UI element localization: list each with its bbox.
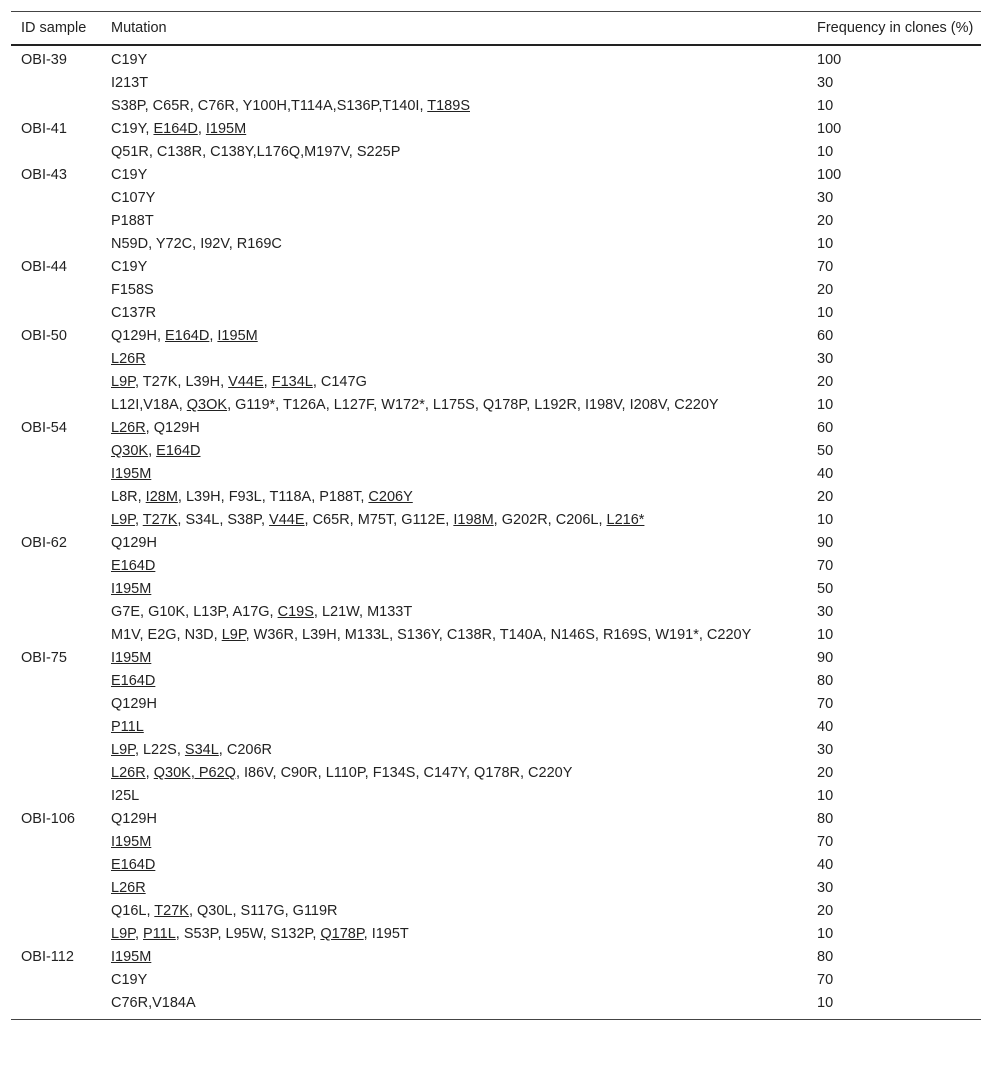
sample-id-cell <box>11 922 101 945</box>
sample-id-cell <box>11 462 101 485</box>
mutation-cell <box>101 600 807 623</box>
mutation-text: , <box>209 328 218 344</box>
frequency-cell: 90 <box>817 650 834 666</box>
sample-id-cell: OBI-50 <box>21 328 67 344</box>
underlined-mutation: E164D <box>111 857 156 873</box>
frequency-cell: 70 <box>817 259 834 275</box>
mutation-text: I25L <box>111 788 140 804</box>
underlined-mutation: L26R <box>111 351 146 367</box>
underlined-mutation: I195M <box>111 834 152 850</box>
underlined-mutation: I195M <box>111 650 152 666</box>
sample-id-cell: OBI-112 <box>21 949 74 965</box>
frequency-cell: 20 <box>817 903 834 919</box>
sample-id-cell: OBI-62 <box>21 535 67 551</box>
mutation-cell <box>101 278 807 301</box>
mutation-text: S38P, C65R, C76R, Y100H,T114A,S136P,T140I, <box>111 98 428 114</box>
sample-id-cell <box>11 853 101 876</box>
table-row <box>11 370 981 393</box>
table-row <box>11 140 981 163</box>
mutation-cell <box>101 922 807 945</box>
frequency-cell: 40 <box>817 719 834 735</box>
mutation-cell <box>101 807 807 830</box>
table-row <box>11 784 981 807</box>
table-row <box>11 508 981 531</box>
sample-id-cell <box>11 600 101 623</box>
frequency-cell: 60 <box>817 328 834 344</box>
frequency-cell: 20 <box>817 489 834 505</box>
frequency-cell: 70 <box>817 696 834 712</box>
frequency-cell: 80 <box>817 949 834 965</box>
underlined-mutation: Q3OK <box>186 397 228 413</box>
mutation-cell <box>101 439 807 462</box>
frequency-cell: 60 <box>817 420 834 436</box>
mutation-cell <box>101 646 807 669</box>
sample-id-cell <box>11 393 101 416</box>
mutation-text: N59D, Y72C, I92V, R169C <box>111 236 282 252</box>
underlined-mutation: T27K <box>142 512 178 528</box>
sample-id-cell <box>11 186 101 209</box>
underlined-mutation: I195M <box>111 466 152 482</box>
underlined-mutation: C19S <box>277 604 314 620</box>
mutation-cell <box>101 462 807 485</box>
table-row <box>11 922 981 945</box>
underlined-mutation: I195M <box>205 121 247 137</box>
mutation-text: , C147G <box>312 374 367 390</box>
mutation-text: C19Y <box>111 972 148 988</box>
underlined-mutation: I195M <box>217 328 258 344</box>
frequency-cell: 10 <box>817 627 834 643</box>
mutation-text: , L22S, <box>134 742 185 758</box>
frequency-cell: 40 <box>817 466 834 482</box>
sample-id-cell <box>11 738 101 761</box>
mutation-cell <box>101 853 807 876</box>
mutation-text: , <box>145 765 154 781</box>
sample-id-cell <box>11 508 101 531</box>
underlined-mutation: L9P <box>111 374 135 390</box>
table-row <box>11 600 981 623</box>
mutation-cell <box>101 531 807 554</box>
underlined-mutation: P11L <box>143 926 176 942</box>
mutation-cell <box>101 761 807 784</box>
mutation-cell <box>101 209 807 232</box>
frequency-cell: 40 <box>817 857 834 873</box>
mutation-text: C76R,V184A <box>111 995 196 1011</box>
sample-id-cell <box>11 140 101 163</box>
header-id-sample: ID sample <box>11 12 101 46</box>
underlined-mutation: L216* <box>606 512 645 528</box>
mutation-text: Q129H, <box>111 328 165 344</box>
mutation-text: , C65R, M75T, G112E, <box>304 512 454 528</box>
underlined-mutation: Q30K, P62Q <box>153 765 236 781</box>
mutation-cell <box>101 945 807 968</box>
underlined-mutation: L9P <box>221 627 246 643</box>
frequency-cell: 10 <box>817 926 834 942</box>
mutation-text: Q51R, C138R, C138Y,L176Q,M197V, S225P <box>111 144 401 160</box>
table-row <box>11 209 981 232</box>
mutation-text: , <box>134 926 143 942</box>
mutation-text: , S34L, S38P, <box>177 512 270 528</box>
frequency-cell: 10 <box>817 995 834 1011</box>
table-row <box>11 830 981 853</box>
mutation-cell <box>101 71 807 94</box>
underlined-mutation: F134L <box>271 374 313 390</box>
frequency-cell: 50 <box>817 443 834 459</box>
frequency-cell: 100 <box>817 52 842 68</box>
frequency-cell: 80 <box>817 811 834 827</box>
sample-id-cell: OBI-44 <box>21 259 67 275</box>
table-row <box>11 623 981 646</box>
mutation-cell <box>101 623 807 646</box>
mutation-cell <box>101 186 807 209</box>
table-row <box>11 462 981 485</box>
mutation-table <box>11 11 981 1020</box>
frequency-cell: 70 <box>817 972 834 988</box>
table-row <box>11 393 981 416</box>
underlined-mutation: I195M <box>111 581 152 597</box>
table-header-row <box>11 12 981 46</box>
mutation-text: I213T <box>111 75 149 91</box>
underlined-mutation: E164D <box>153 121 198 137</box>
mutation-text: , C206R <box>218 742 272 758</box>
mutation-cell <box>101 876 807 899</box>
underlined-mutation: I28M <box>145 489 178 505</box>
mutation-text: , <box>263 374 272 390</box>
sample-id-cell <box>11 209 101 232</box>
sample-id-cell <box>11 485 101 508</box>
mutation-cell <box>101 991 807 1020</box>
frequency-cell: 10 <box>817 144 834 160</box>
underlined-mutation: Q178P <box>320 926 364 942</box>
mutation-cell <box>101 140 807 163</box>
mutation-text: M1V, E2G, N3D, <box>111 627 222 643</box>
mutation-text: P188T <box>111 213 154 229</box>
underlined-mutation: C206Y <box>368 489 413 505</box>
frequency-cell: 10 <box>817 512 834 528</box>
mutation-text: C137R <box>111 305 157 321</box>
frequency-cell: 20 <box>817 374 834 390</box>
sample-id-cell <box>11 554 101 577</box>
frequency-cell: 20 <box>817 765 834 781</box>
sample-id-cell <box>11 991 101 1020</box>
mutation-text: , I86V, C90R, L110P, F134S, C147Y, Q178R, C220Y <box>235 765 573 781</box>
underlined-mutation: L9P <box>111 926 135 942</box>
mutation-text: C19Y <box>111 167 148 183</box>
underlined-mutation: S34L <box>184 742 219 758</box>
underlined-mutation: T189S <box>427 98 470 114</box>
underlined-mutation: L26R <box>111 765 146 781</box>
underlined-mutation: V44E <box>228 374 264 390</box>
frequency-cell: 50 <box>817 581 834 597</box>
frequency-cell: 100 <box>817 167 842 183</box>
mutation-cell <box>101 485 807 508</box>
table-row <box>11 577 981 600</box>
frequency-cell: 10 <box>817 305 834 321</box>
table-row <box>11 761 981 784</box>
sample-id-cell <box>11 784 101 807</box>
mutation-cell <box>101 899 807 922</box>
table-row <box>11 738 981 761</box>
mutation-cell <box>101 45 807 71</box>
frequency-cell: 10 <box>817 397 834 413</box>
table-row <box>11 117 981 140</box>
table-row <box>11 876 981 899</box>
table-row <box>11 347 981 370</box>
mutation-cell <box>101 784 807 807</box>
table-row <box>11 807 981 830</box>
mutation-cell <box>101 554 807 577</box>
mutation-text: , W36R, L39H, M133L, S136Y, C138R, T140A, N146S, R169S, W191*, C220Y <box>245 627 752 643</box>
table-row <box>11 71 981 94</box>
mutation-text: C19Y <box>111 259 148 275</box>
table-row <box>11 485 981 508</box>
sample-id-cell: OBI-54 <box>21 420 67 436</box>
frequency-cell: 30 <box>817 75 834 91</box>
sample-id-cell <box>11 232 101 255</box>
mutation-cell <box>101 94 807 117</box>
sample-id-cell <box>11 968 101 991</box>
mutation-cell <box>101 117 807 140</box>
table-row <box>11 899 981 922</box>
mutation-text: , <box>197 121 206 137</box>
mutation-text: , T27K, L39H, <box>134 374 229 390</box>
table-row <box>11 669 981 692</box>
mutation-text: , L21W, M133T <box>313 604 413 620</box>
mutation-cell <box>101 968 807 991</box>
mutation-cell <box>101 692 807 715</box>
frequency-cell: 30 <box>817 351 834 367</box>
mutation-cell <box>101 301 807 324</box>
table-row <box>11 416 981 439</box>
mutation-cell <box>101 577 807 600</box>
underlined-mutation: L26R <box>111 420 146 436</box>
table-row <box>11 531 981 554</box>
sample-id-cell <box>11 301 101 324</box>
table-row <box>11 968 981 991</box>
underlined-mutation: L9P <box>111 742 135 758</box>
sample-id-cell <box>11 715 101 738</box>
frequency-cell: 100 <box>817 121 842 137</box>
frequency-cell: 30 <box>817 190 834 206</box>
mutation-text: L12I,V18A, <box>111 397 187 413</box>
frequency-cell: 10 <box>817 236 834 252</box>
sample-id-cell <box>11 71 101 94</box>
frequency-cell: 30 <box>817 880 834 896</box>
frequency-cell: 10 <box>817 98 834 114</box>
sample-id-cell <box>11 370 101 393</box>
table-row <box>11 94 981 117</box>
sample-id-cell <box>11 761 101 784</box>
table-row <box>11 186 981 209</box>
mutation-text: C19Y <box>111 52 148 68</box>
underlined-mutation: E164D <box>165 328 210 344</box>
frequency-cell: 30 <box>817 604 834 620</box>
mutation-cell <box>101 669 807 692</box>
mutation-text: Q129H <box>111 811 157 827</box>
mutation-text: Q16L, <box>111 903 155 919</box>
mutation-text: , <box>148 443 157 459</box>
sample-id-cell <box>11 830 101 853</box>
underlined-mutation: I198M <box>453 512 494 528</box>
mutation-cell <box>101 830 807 853</box>
mutation-cell <box>101 324 807 347</box>
mutation-text: , G202R, C206L, <box>493 512 607 528</box>
mutation-cell <box>101 347 807 370</box>
mutation-cell <box>101 370 807 393</box>
frequency-cell: 10 <box>817 788 834 804</box>
sample-id-cell <box>11 439 101 462</box>
table-row <box>11 554 981 577</box>
table-row <box>11 692 981 715</box>
table-row <box>11 255 981 278</box>
mutation-cell <box>101 393 807 416</box>
mutation-text: , S53P, L95W, S132P, <box>175 926 321 942</box>
sample-id-cell <box>11 94 101 117</box>
table-row <box>11 991 981 1020</box>
underlined-mutation: E164D <box>111 558 156 574</box>
table-row <box>11 45 981 71</box>
mutation-text: G7E, G10K, L13P, A17G, <box>111 604 278 620</box>
mutation-text: , Q129H <box>145 420 200 436</box>
sample-id-cell <box>11 899 101 922</box>
mutation-text: Q129H <box>111 696 157 712</box>
frequency-cell: 30 <box>817 742 834 758</box>
underlined-mutation: V44E <box>269 512 305 528</box>
sample-id-cell <box>11 347 101 370</box>
frequency-cell: 90 <box>817 535 834 551</box>
table-body <box>11 45 981 1020</box>
table-row <box>11 646 981 669</box>
mutation-text: , G119*, T126A, L127F, W172*, L175S, Q178P, L192R, I198V, I208V, C220Y <box>227 397 719 413</box>
mutation-text: L8R, <box>111 489 146 505</box>
header-mutation: Mutation <box>101 12 807 46</box>
underlined-mutation: L26R <box>111 880 146 896</box>
sample-id-cell <box>11 692 101 715</box>
mutation-text: F158S <box>111 282 154 298</box>
mutation-text: Q129H <box>111 535 157 551</box>
mutation-cell <box>101 255 807 278</box>
table-row <box>11 945 981 968</box>
mutation-text: C19Y, <box>111 121 154 137</box>
frequency-cell: 70 <box>817 558 834 574</box>
mutation-text: , Q30L, S117G, G119R <box>188 903 338 919</box>
frequency-cell: 80 <box>817 673 834 689</box>
sample-id-cell <box>11 577 101 600</box>
sample-id-cell <box>11 669 101 692</box>
table-row <box>11 324 981 347</box>
frequency-cell: 20 <box>817 213 834 229</box>
sample-id-cell <box>11 278 101 301</box>
mutation-text: , <box>134 512 143 528</box>
underlined-mutation: T27K <box>154 903 189 919</box>
underlined-mutation: L9P <box>111 512 135 528</box>
sample-id-cell: OBI-106 <box>21 811 75 827</box>
table-row <box>11 301 981 324</box>
underlined-mutation: E164D <box>156 443 201 459</box>
mutation-cell <box>101 738 807 761</box>
table-row <box>11 232 981 255</box>
frequency-cell: 70 <box>817 834 834 850</box>
table-row <box>11 439 981 462</box>
frequency-cell: 20 <box>817 282 834 298</box>
mutation-cell <box>101 416 807 439</box>
underlined-mutation: E164D <box>111 673 156 689</box>
mutation-cell <box>101 232 807 255</box>
mutation-text: , I195T <box>363 926 409 942</box>
sample-id-cell: OBI-75 <box>21 650 67 666</box>
mutation-cell <box>101 508 807 531</box>
underlined-mutation: I195M <box>111 949 152 965</box>
table-row <box>11 715 981 738</box>
table-row <box>11 163 981 186</box>
mutation-cell <box>101 715 807 738</box>
mutation-text: , L39H, F93L, T118A, P188T, <box>177 489 369 505</box>
sample-id-cell <box>11 876 101 899</box>
table-row <box>11 853 981 876</box>
sample-id-cell: OBI-43 <box>21 167 67 183</box>
sample-id-cell: OBI-39 <box>21 52 67 68</box>
underlined-mutation: Q30K <box>111 443 149 459</box>
table-row <box>11 278 981 301</box>
header-frequency: Frequency in clones (%) <box>807 12 981 46</box>
mutation-text: C107Y <box>111 190 156 206</box>
sample-id-cell <box>11 623 101 646</box>
sample-id-cell: OBI-41 <box>21 121 67 137</box>
underlined-mutation: P11L <box>111 719 144 735</box>
mutation-cell <box>101 163 807 186</box>
